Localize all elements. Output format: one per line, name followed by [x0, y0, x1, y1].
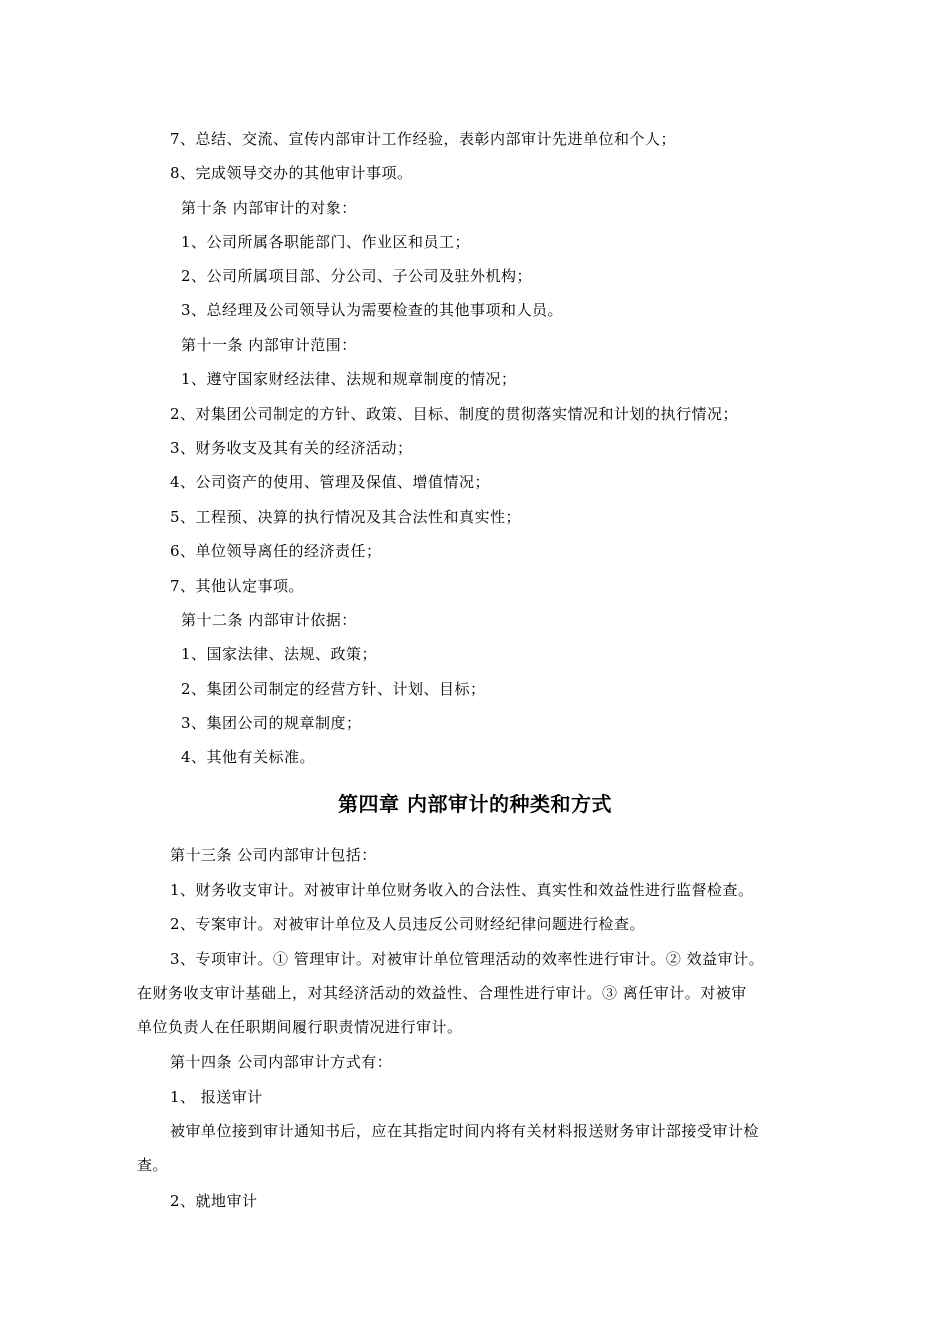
- list-item: 2、公司所属项目部、分公司、子公司及驻外机构；: [181, 267, 533, 285]
- list-item: 2、就地审计: [170, 1192, 258, 1210]
- chapter-heading: 第四章 内部审计的种类和方式: [338, 792, 612, 816]
- paragraph: 查。: [137, 1156, 169, 1174]
- list-item: 2、对集团公司制定的方针、政策、目标、制度的贯彻落实情况和计划的执行情况；: [170, 405, 739, 423]
- list-item: 7、其他认定事项。: [170, 577, 305, 595]
- article-title: 第十一条 内部审计范围：: [181, 336, 357, 354]
- paragraph: 1、财务收支审计。对被审计单位财务收入的合法性、真实性和效益性进行监督检查。: [170, 881, 754, 899]
- list-item: 3、财务收支及其有关的经济活动；: [170, 439, 413, 457]
- article-title: 第十三条 公司内部审计包括：: [170, 846, 377, 864]
- paragraph: 在财务收支审计基础上，对其经济活动的效益性、合理性进行审计。③ 离任审计。对被审: [137, 984, 747, 1002]
- list-item: 7、总结、交流、宣传内部审计工作经验，表彰内部审计先进单位和个人；: [170, 130, 677, 148]
- paragraph: 3、专项审计。① 管理审计。对被审计单位管理活动的效率性进行审计。② 效益审计。: [170, 950, 765, 968]
- list-item: 1、公司所属各职能部门、作业区和员工；: [181, 233, 471, 251]
- list-item: 1、遵守国家财经法律、法规和规章制度的情况；: [181, 370, 517, 388]
- paragraph: 单位负责人在任职期间履行职责情况进行审计。: [137, 1018, 463, 1036]
- list-item: 4、其他有关标准。: [181, 748, 316, 766]
- article-title: 第十二条 内部审计依据：: [181, 611, 357, 629]
- article-title: 第十四条 公司内部审计方式有：: [170, 1053, 393, 1071]
- list-item: 5、工程预、决算的执行情况及其合法性和真实性；: [170, 508, 522, 526]
- list-item: 4、公司资产的使用、管理及保值、增值情况；: [170, 473, 491, 491]
- list-item: 1、 报送审计: [170, 1088, 263, 1106]
- list-item: 3、总经理及公司领导认为需要检查的其他事项和人员。: [181, 301, 564, 319]
- list-item: 1、国家法律、法规、政策；: [181, 645, 378, 663]
- list-item: 2、集团公司制定的经营方针、计划、目标；: [181, 680, 486, 698]
- list-item: 8、完成领导交办的其他审计事项。: [170, 164, 413, 182]
- article-title: 第十条 内部审计的对象：: [181, 199, 357, 217]
- list-item: 6、单位领导离任的经济责任；: [170, 542, 382, 560]
- list-item: 3、集团公司的规章制度；: [181, 714, 362, 732]
- paragraph: 被审单位接到审计通知书后，应在其指定时间内将有关材料报送财务审计部接受审计检: [170, 1122, 760, 1140]
- paragraph: 2、专案审计。对被审计单位及人员违反公司财经纪律问题进行检查。: [170, 915, 646, 933]
